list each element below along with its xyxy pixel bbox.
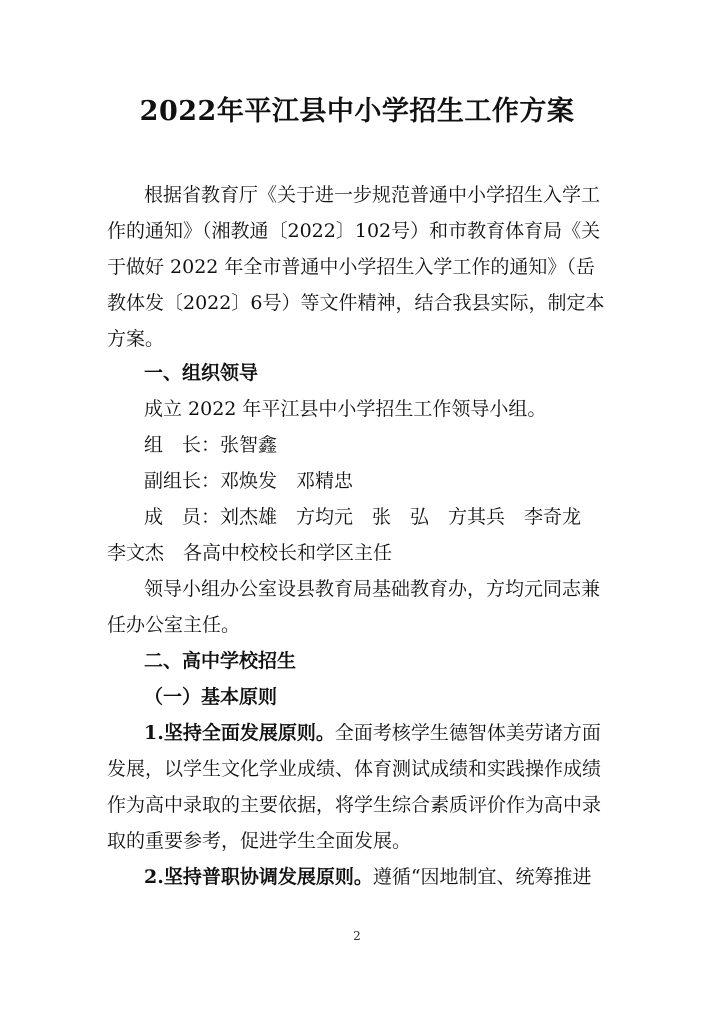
intro-line-1: 根据省教育厅《关于进一步规范普通中小学招生入学工: [144, 184, 601, 206]
section-1-line-1: 成立 2022 年平江县中小学招生工作领导小组。: [144, 398, 547, 420]
intro-line-3: 于做好 2022 年全市普通中小学招生入学工作的通知》（岳: [107, 256, 595, 278]
section-1-line-6: 领导小组办公室设县教育局基础教育办，方均元同志兼: [144, 578, 601, 600]
section-1-line-4: 成 员：刘杰雄 方均元 张 弘 方其兵 李奇龙: [144, 506, 582, 528]
section-1-line-7: 任办公室主任。: [107, 614, 241, 636]
section-1-heading: 一、组织领导: [144, 362, 259, 384]
principle-1-lead: 1.坚持全面发展原则。: [144, 722, 335, 744]
document-title: 2022年平江县中小学招生工作方案: [139, 96, 575, 127]
principle-1-line-4: 取的重要参考，促进学生全面发展。: [107, 830, 412, 852]
principle-1-line-2: 发展，以学生文化学业成绩、体育测试成绩和实践操作成绩: [107, 758, 602, 780]
intro-line-2: 作的通知》（湘教通〔2022〕102号）和市教育体育局《关: [107, 220, 601, 242]
section-2-subheading: （一）基本原则: [144, 686, 278, 708]
intro-line-5: 方案。: [107, 328, 165, 350]
page-number: 2: [353, 929, 361, 943]
principle-1-first-line: [144, 719, 601, 747]
principle-1-first-line-rest: 全面考核学生德智体美劳诸方面: [334, 722, 601, 744]
section-1-line-3: 副组长：邓焕发 邓精忠: [144, 470, 354, 492]
section-1-line-5: 李文杰 各高中校校长和学区主任: [107, 542, 393, 564]
principle-1-line-3: 作为高中录取的主要依据，将学生综合素质评价作为高中录: [107, 794, 602, 816]
principle-2-first-line-rest: 遵循“因地制宜、统筹推进: [372, 866, 592, 888]
intro-line-4: 教体发〔2022〕6号）等文件精神，结合我县实际，制定本: [107, 292, 605, 314]
principle-2-first-line: [144, 863, 592, 891]
section-2-heading: 二、高中学校招生: [144, 650, 297, 672]
section-1-line-2: 组 长：张智鑫: [144, 434, 278, 456]
principle-2-lead: 2.坚持普职协调发展原则。: [144, 866, 373, 888]
